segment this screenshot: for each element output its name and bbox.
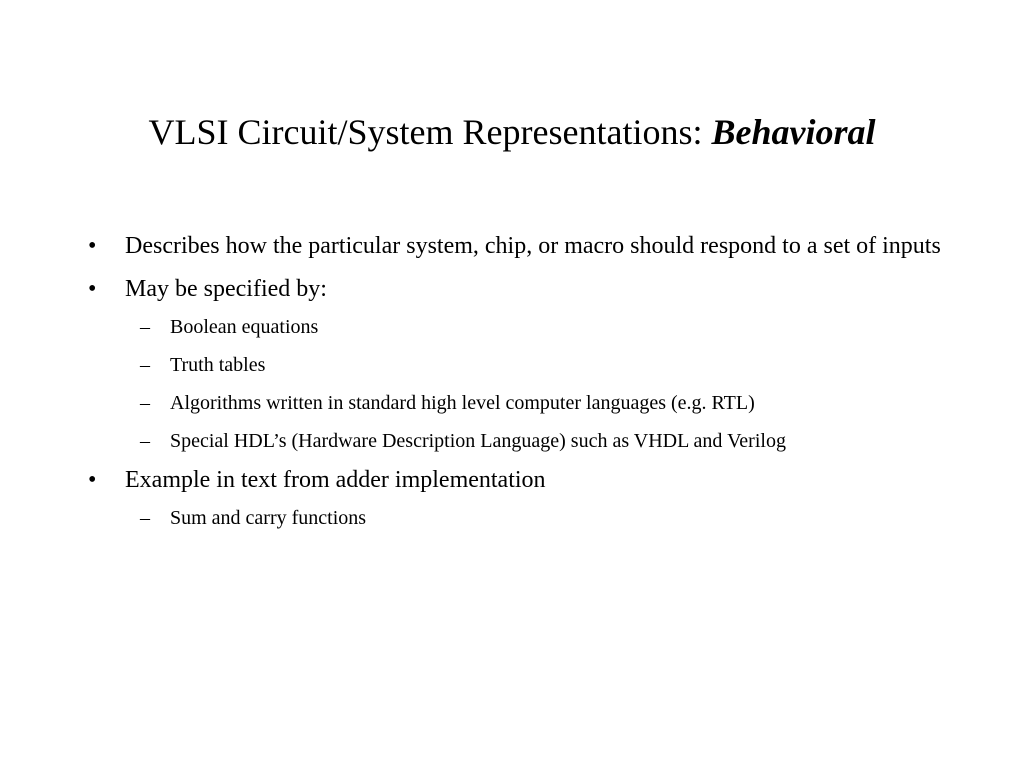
bullet-text: May be specified by: <box>125 276 327 302</box>
sub-text: Special HDL’s (Hardware Description Language) such as VHDL and Verilog <box>170 430 786 452</box>
bullet-marker: • <box>88 467 97 493</box>
sub-item-algorithms <box>125 388 948 418</box>
sub-text: Truth tables <box>170 354 266 376</box>
sub-item-hdl <box>125 426 948 456</box>
bullet-text: Describes how the particular system, chip, or macro should respond to a set of inputs <box>125 233 941 259</box>
sub-marker: – <box>140 354 150 376</box>
sub-text: Algorithms written in standard high level computer languages (e.g. RTL) <box>170 392 755 414</box>
title-main: VLSI Circuit/System Representations: <box>148 112 703 152</box>
sub-item-boolean-equations <box>125 312 948 342</box>
title-emphasis: Behavioral <box>711 112 876 152</box>
sub-marker: – <box>140 507 150 529</box>
slide-body <box>88 230 948 541</box>
slide-title <box>0 108 1024 156</box>
bullet-item-example <box>88 464 948 497</box>
sub-marker: – <box>140 392 150 414</box>
bullet-item-specified-by <box>88 273 948 306</box>
sub-marker: – <box>140 316 150 338</box>
sub-marker: – <box>140 430 150 452</box>
sub-item-truth-tables <box>125 350 948 380</box>
sub-text: Boolean equations <box>170 316 319 338</box>
sub-item-sum-carry <box>125 503 948 533</box>
bullet-marker: • <box>88 233 97 259</box>
sub-text: Sum and carry functions <box>170 507 367 529</box>
bullet-marker: • <box>88 276 97 302</box>
bullet-item-describes <box>88 230 948 263</box>
bullet-text: Example in text from adder implementation <box>125 467 546 493</box>
